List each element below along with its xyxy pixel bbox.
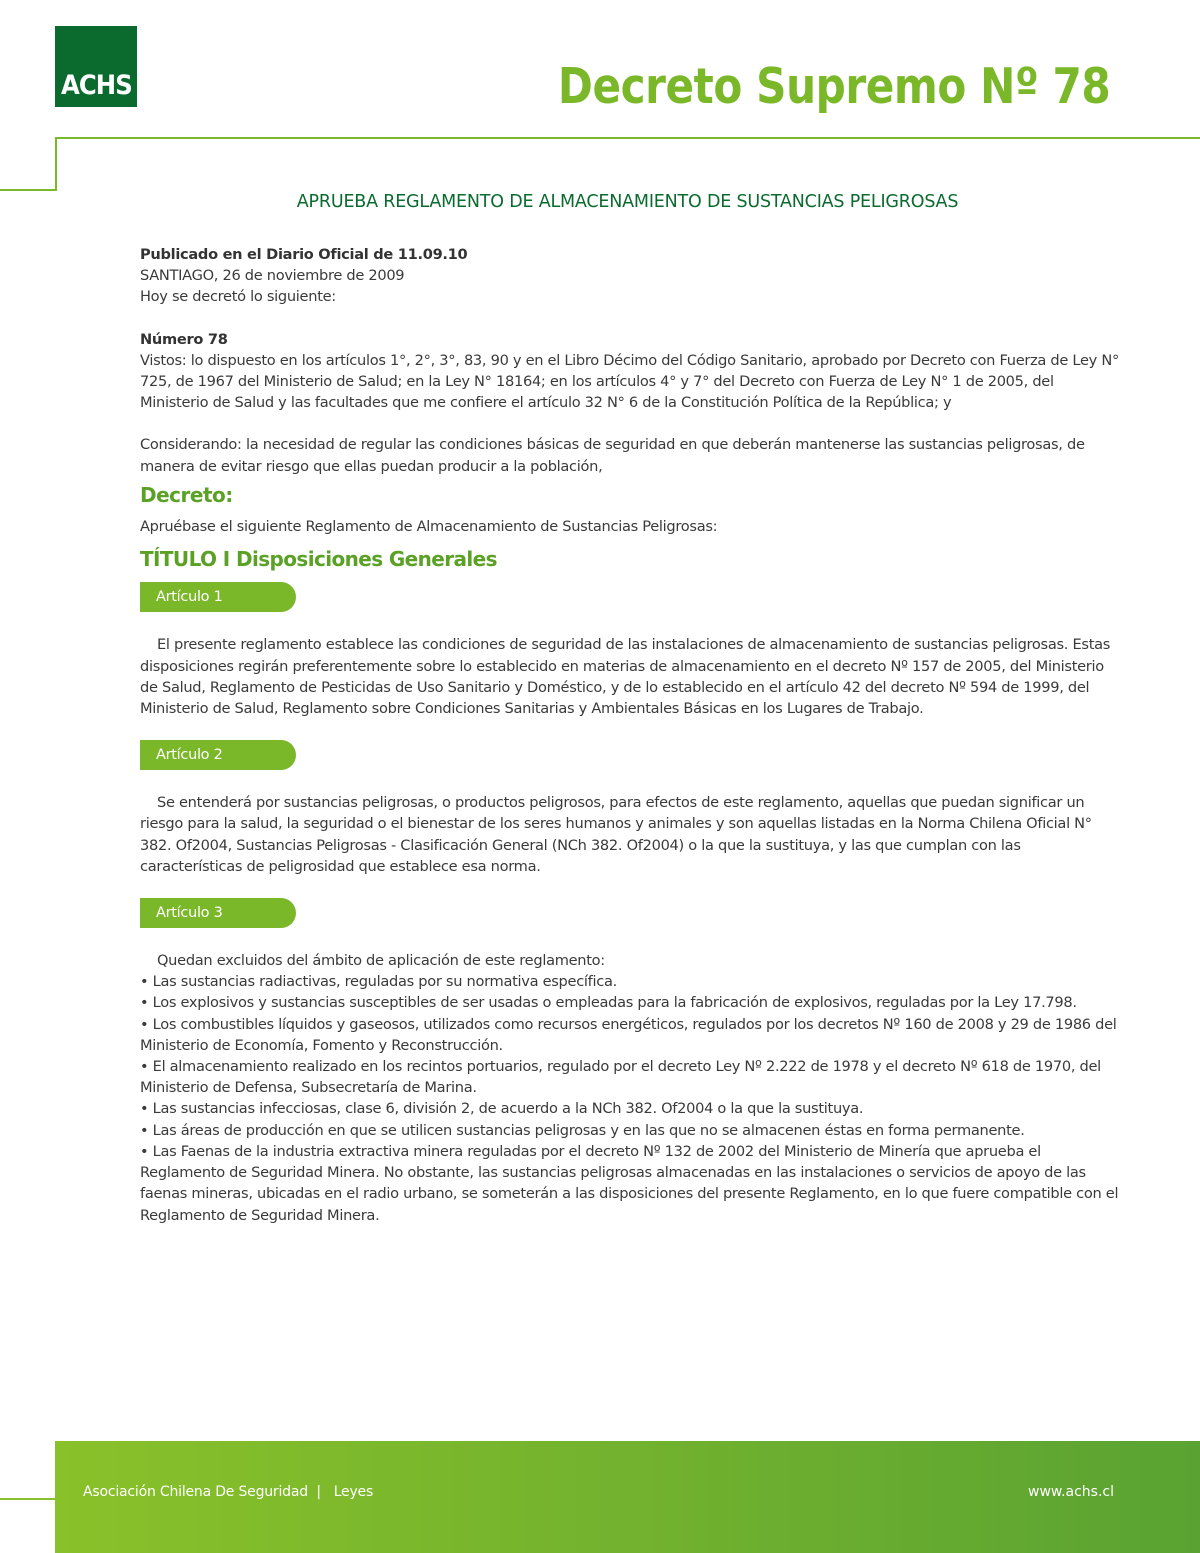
logo-text: ACHS xyxy=(60,70,132,101)
titulo-heading: TÍTULO I Disposiciones Generales xyxy=(140,547,497,572)
footer-organization: Asociación Chilena De Seguridad | Leyes xyxy=(83,1484,374,1500)
decree-number: Número 78 xyxy=(140,330,228,348)
document-subtitle: APRUEBA REGLAMENTO DE ALMACENAMIENTO DE SUSTANCIAS PELIGROSAS xyxy=(296,192,959,212)
article-3-bullet: • Las áreas de producción en que se utilicen sustancias peligrosas y en las que no se almacenen éstas en forma permanente. xyxy=(140,1121,1025,1139)
footer-bar xyxy=(55,1441,1200,1553)
article-3-bullet: • El almacenamiento realizado en los recintos portuarios, regulado por el decreto Ley Nº 2.222 de 1978 y el decreto Nº 618 de 1970, del Ministerio de Defensa, Subsecretaría de Marina. xyxy=(140,1058,1101,1097)
article-3-bullet: • Las sustancias radiactivas, reguladas por su normativa específica. xyxy=(140,973,617,991)
published-line: Publicado en el Diario Oficial de 11.09.10 xyxy=(140,246,468,263)
spacer xyxy=(140,308,1120,329)
vistos-paragraph: Vistos: lo dispuesto en los artículos 1°, 2°, 3°, 83, 90 y en el Libro Décimo del Código Sanitario, aprobado por Decreto con Fuerza de Ley N° 725, de 1967 del Ministerio de Salud; en la Ley N° 18164; en los artículos 4° y 7° del Decreto con Fuerza de Ley N° 1 de 2005, del Ministerio de Salud y las facultades que me confiere el artículo 32 N° 6 de la Constitución Política de la República; y xyxy=(140,351,1119,412)
article-2-tab: Artículo 2 xyxy=(140,740,296,770)
header-rule-vertical xyxy=(55,137,57,191)
footer-website-link[interactable]: www.achs.cl xyxy=(1028,1484,1114,1500)
article-1-text: El presente reglamento establece las condiciones de seguridad de las instalaciones de almacenamiento de sustancias peligrosas. Estas disposiciones regirán preferentemente sobre lo establecido en materias de almacenamiento en el decreto Nº 157 de 2005, del Ministerio de Salud, Reglamento de Pesticidas de Uso Sanitario y Doméstico, y de lo establecido en el artículo 42 del decreto Nº 594 de 1999, del Ministerio de Salud, Reglamento sobre Condiciones Sanitarias y Ambientales Básicas en los Lugares de Trabajo. xyxy=(140,636,1111,718)
article-3-bullet: • Los explosivos y sustancias susceptibles de ser usadas o empleadas para la fabricación de explosivos, reguladas por la Ley 17.798. xyxy=(140,994,1077,1012)
article-3-bullet: • Las sustancias infecciosas, clase 6, división 2, de acuerdo a la NCh 382. Of2004 o la que la sustituya. xyxy=(140,1100,864,1118)
document-title: Decreto Supremo Nº 78 xyxy=(557,58,1110,115)
footer-rule-stub xyxy=(0,1498,55,1500)
spacer xyxy=(140,413,1120,434)
article-2-text: Se entenderá por sustancias peligrosas, o productos peligrosos, para efectos de este reglamento, aquellas que puedan significar un riesgo para la salud, la seguridad o el bienestar de los seres humanos y animales y son aquellas listadas en la Norma Chilena Oficial N° 382. Of2004, Sustancias Peligrosas - Clasificación General (NCh 382. Of2004) o la que la sustituya, y las que cumplan con las características de peligrosidad que establece esa norma. xyxy=(140,794,1092,875)
article-3-intro: Quedan excluidos del ámbito de aplicación de este reglamento: xyxy=(157,952,605,970)
document-body xyxy=(140,244,1120,1226)
decree-line: Hoy se decretó lo siguiente: xyxy=(140,288,336,306)
article-3-bullet: • Las Faenas de la industria extractiva minera reguladas por el decreto Nº 132 de 2002 del Ministerio de Minería que aprueba el Reglamento de Seguridad Minera. No obstante, las sustancias peligrosas almacenadas en las instalaciones o servicios de apoyo de las faenas mineras, ubicadas en el radio urbano, se someterán a las disposiciones del presente Reglamento, en lo que fuere compatible con el Reglamento de Seguridad Minera. xyxy=(140,1142,1119,1224)
article-3-tab: Artículo 3 xyxy=(140,898,296,928)
considerando-paragraph: Considerando: la necesidad de regular las condiciones básicas de seguridad en que deberán mantenerse las sustancias peligrosas, de manera de evitar riesgo que ellas puedan producir a la población, xyxy=(140,436,1085,475)
decreto-text: Apruébase el siguiente Reglamento de Almacenamiento de Sustancias Peligrosas: xyxy=(140,518,718,536)
article-1-tab: Artículo 1 xyxy=(140,582,296,612)
spacer xyxy=(140,719,1120,740)
decreto-heading: Decreto: xyxy=(140,482,233,507)
header-rule-stub xyxy=(0,189,57,191)
spacer xyxy=(140,877,1120,898)
article-3-bullet: • Los combustibles líquidos y gaseosos, utilizados como recursos energéticos, regulados por los decretos Nº 160 de 2008 y 29 de 1986 del Ministerio de Economía, Fomento y Reconstrucción. xyxy=(140,1015,1117,1054)
achs-logo xyxy=(55,26,137,107)
place-date: SANTIAGO, 26 de noviembre de 2009 xyxy=(140,267,405,285)
header-rule xyxy=(55,137,1200,139)
